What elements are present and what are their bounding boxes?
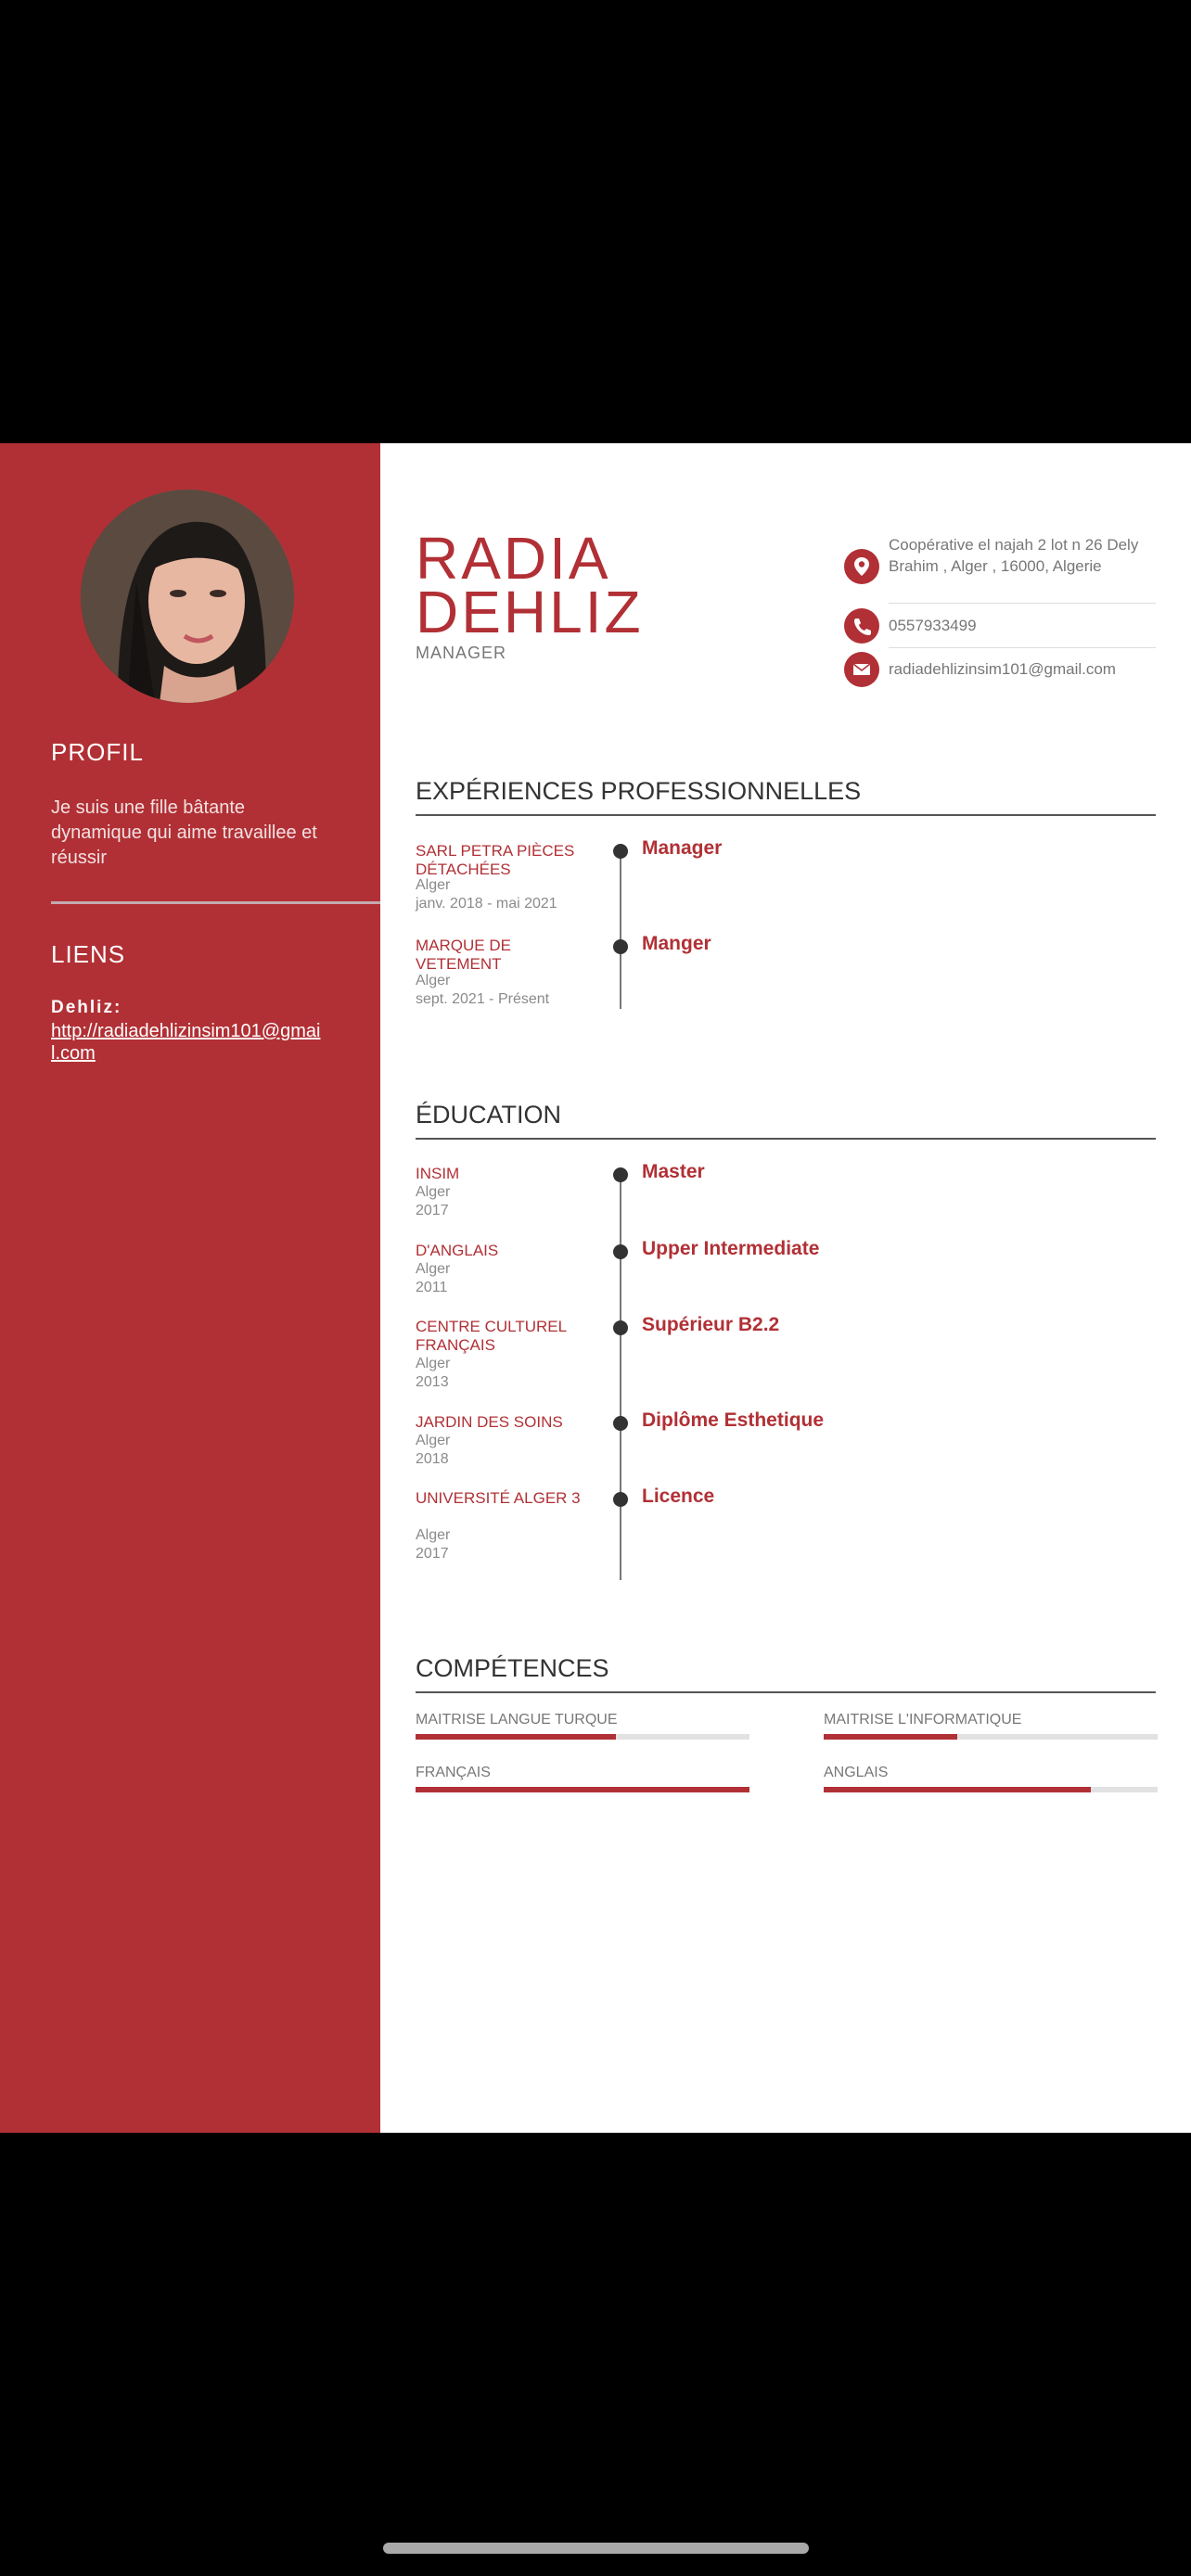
skill-name: MAITRISE LANGUE TURQUE bbox=[416, 1712, 618, 1728]
sidebar-divider bbox=[51, 901, 380, 904]
contact-address: Coopérative el najah 2 lot n 26 Dely Brahim , Alger , 16000, Algerie bbox=[889, 536, 1139, 575]
profil-heading: PROFIL bbox=[51, 738, 144, 766]
timeline-dot bbox=[613, 939, 628, 954]
skill-name: MAITRISE L'INFORMATIQUE bbox=[824, 1712, 1022, 1728]
timeline-dot bbox=[613, 1167, 628, 1182]
skill-bar bbox=[416, 1787, 749, 1792]
education-year: 2011 bbox=[416, 1280, 448, 1295]
skill-level-fill bbox=[416, 1787, 749, 1792]
skill-item bbox=[824, 1712, 1158, 1740]
timeline-dot bbox=[613, 1492, 628, 1507]
profile-link[interactable]: http://radiadehlizinsim101@gmail.com bbox=[51, 1021, 321, 1064]
skill-bar bbox=[824, 1734, 1158, 1740]
education-city: Alger bbox=[416, 1184, 451, 1200]
skill-bar bbox=[416, 1734, 749, 1740]
education-org: UNIVERSITÉ ALGER 3 bbox=[416, 1489, 581, 1507]
experience-heading: EXPÉRIENCES PROFESSIONNELLES bbox=[416, 777, 862, 805]
profile-photo bbox=[81, 490, 294, 703]
experience-dates: janv. 2018 - mai 2021 bbox=[416, 896, 557, 912]
skills-heading: COMPÉTENCES bbox=[416, 1654, 609, 1682]
skill-level-fill bbox=[824, 1734, 957, 1740]
education-org: INSIM bbox=[416, 1165, 460, 1182]
contact-phone[interactable]: 0557933499 bbox=[889, 617, 977, 634]
education-rule bbox=[416, 1138, 1156, 1140]
education-city: Alger bbox=[416, 1433, 451, 1448]
experience-org: SARL PETRA PIÈCES DÉTACHÉES bbox=[416, 842, 575, 878]
skill-level-fill bbox=[824, 1787, 1091, 1792]
education-year: 2017 bbox=[416, 1546, 449, 1562]
resume-page bbox=[0, 443, 1191, 2133]
education-org: D'ANGLAIS bbox=[416, 1242, 499, 1259]
skill-item bbox=[416, 1712, 749, 1740]
education-degree: Supérieur B2.2 bbox=[642, 1314, 780, 1335]
education-year: 2013 bbox=[416, 1374, 449, 1390]
skills-rule bbox=[416, 1691, 1156, 1693]
location-pin-icon bbox=[844, 549, 879, 584]
profil-summary: Je suis une fille bâtante dynamique qui aime travaillee et réussir bbox=[51, 797, 317, 868]
experience-city: Alger bbox=[416, 973, 451, 988]
timeline-dot bbox=[613, 1244, 628, 1259]
timeline-dot bbox=[613, 1416, 628, 1431]
education-city: Alger bbox=[416, 1527, 451, 1543]
experience-position: Manager bbox=[642, 837, 723, 859]
contact-divider bbox=[889, 647, 1156, 648]
education-timeline bbox=[620, 1172, 621, 1580]
experience-city: Alger bbox=[416, 877, 451, 893]
skill-item bbox=[416, 1765, 749, 1792]
phone-icon bbox=[844, 608, 879, 644]
education-heading: ÉDUCATION bbox=[416, 1101, 562, 1129]
home-indicator[interactable] bbox=[383, 2543, 809, 2554]
experience-rule bbox=[416, 814, 1156, 816]
skill-name: FRANÇAIS bbox=[416, 1765, 491, 1780]
timeline-dot bbox=[613, 1320, 628, 1335]
experience-dates: sept. 2021 - Présent bbox=[416, 991, 550, 1007]
sidebar bbox=[0, 443, 380, 2133]
job-title: MANAGER bbox=[416, 644, 507, 662]
skill-item bbox=[824, 1765, 1158, 1792]
education-degree: Master bbox=[642, 1161, 705, 1182]
experience-org: MARQUE DE VETEMENT bbox=[416, 937, 511, 973]
first-name: RADIA bbox=[416, 525, 611, 592]
contact-email[interactable]: radiadehlizinsim101@gmail.com bbox=[889, 660, 1116, 678]
education-degree: Diplôme Esthetique bbox=[642, 1409, 825, 1431]
links-heading: LIENS bbox=[51, 940, 126, 968]
education-city: Alger bbox=[416, 1356, 451, 1371]
skill-level-fill bbox=[416, 1734, 616, 1740]
contact-divider bbox=[889, 603, 1156, 604]
skill-bar bbox=[824, 1787, 1158, 1792]
link-label: Dehliz: bbox=[51, 998, 122, 1017]
education-org: CENTRE CULTUREL FRANÇAIS bbox=[416, 1318, 567, 1354]
candidate-name bbox=[416, 525, 644, 645]
education-degree: Upper Intermediate bbox=[642, 1238, 820, 1259]
contact-block bbox=[844, 534, 1156, 692]
education-org: JARDIN DES SOINS bbox=[416, 1413, 563, 1431]
education-degree: Licence bbox=[642, 1486, 715, 1507]
education-year: 2017 bbox=[416, 1203, 449, 1218]
experience-position: Manger bbox=[642, 933, 711, 954]
timeline-dot bbox=[613, 844, 628, 859]
last-name: DEHLIZ bbox=[416, 579, 644, 645]
experience-timeline bbox=[620, 849, 621, 1009]
skill-name: ANGLAIS bbox=[824, 1765, 889, 1780]
education-city: Alger bbox=[416, 1261, 451, 1277]
envelope-icon bbox=[844, 652, 879, 687]
education-year: 2018 bbox=[416, 1451, 449, 1467]
